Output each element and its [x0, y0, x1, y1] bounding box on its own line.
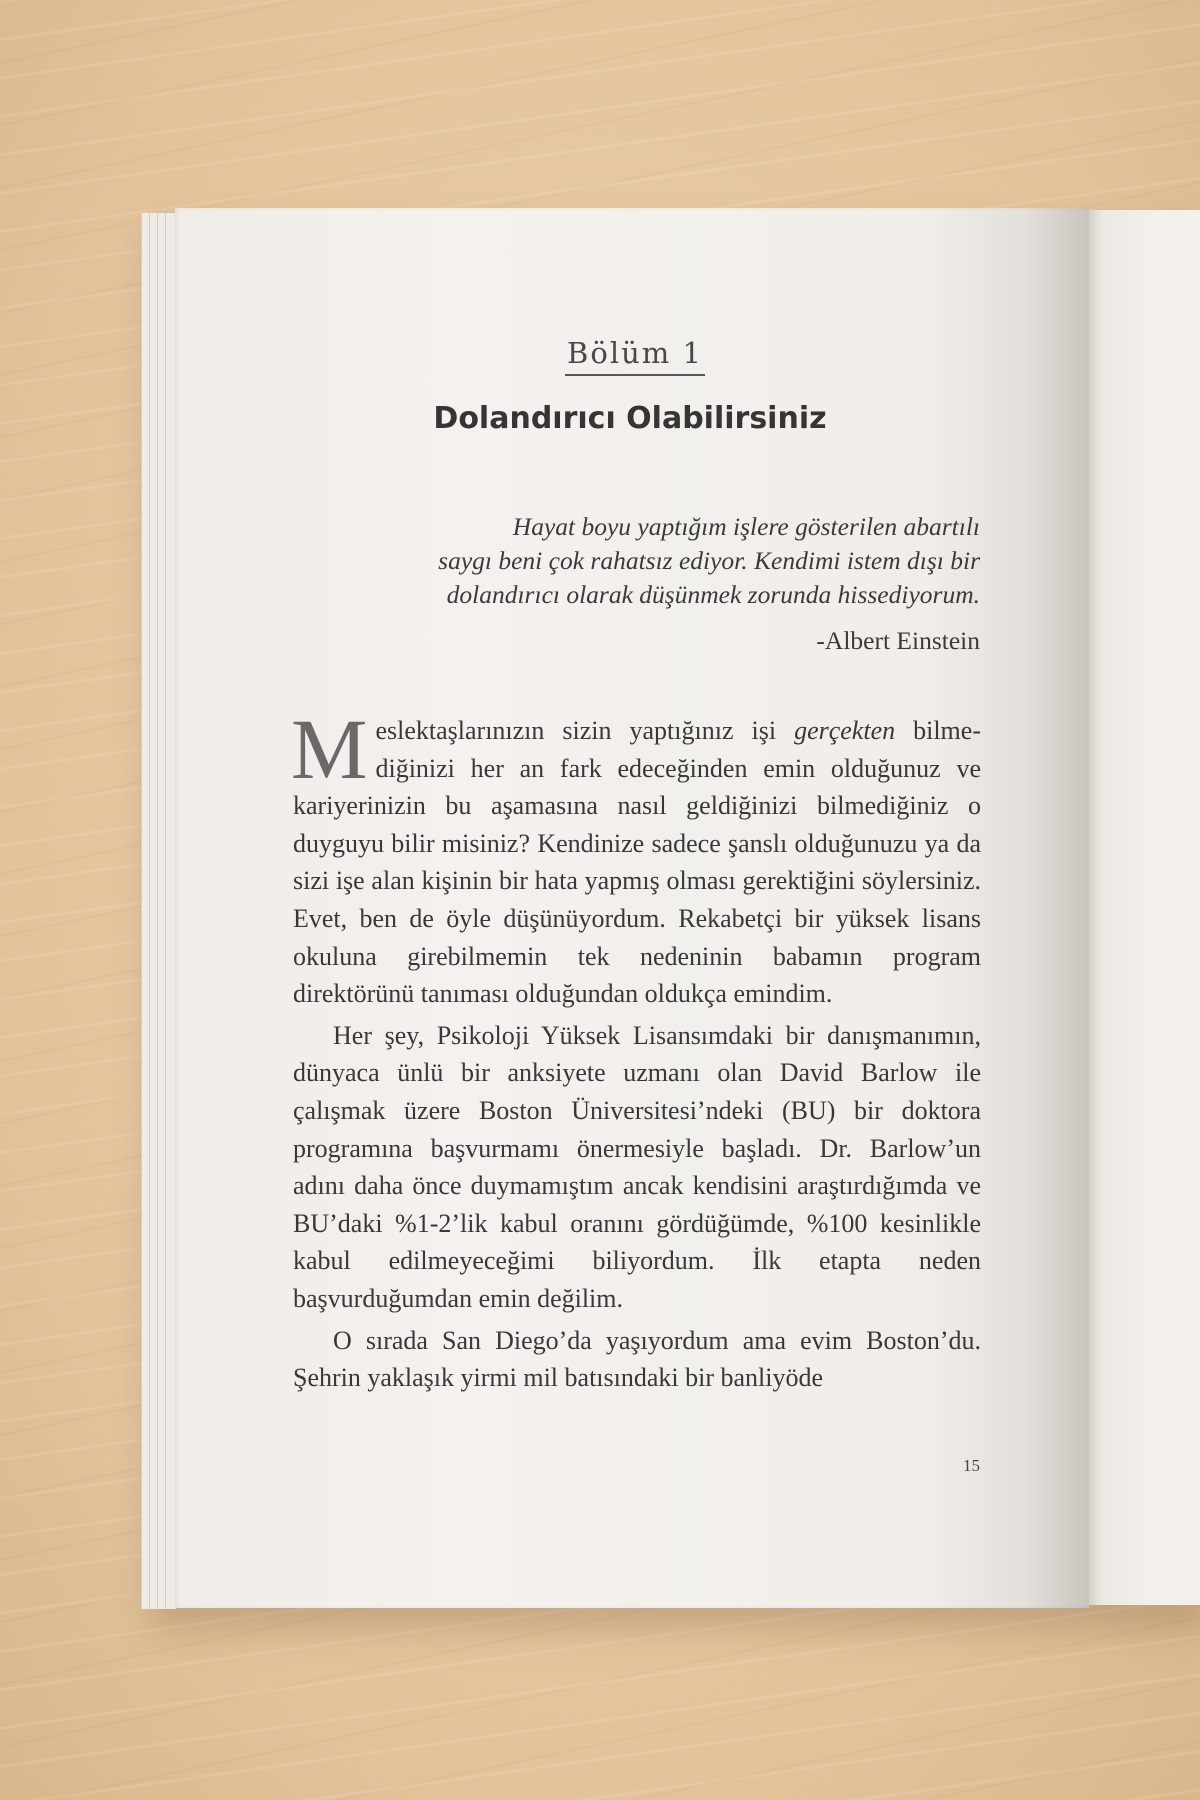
emphasis-text: gerçekten: [794, 716, 896, 745]
paragraph: [291, 701, 981, 1013]
epigraph-line: Hayat boyu yaptığım işlere gösterilen abartılı: [512, 512, 980, 541]
epigraph-author: -Albert Einstein: [816, 626, 980, 655]
drop-cap: M: [291, 701, 368, 797]
page-number: 15: [963, 1456, 980, 1475]
paragraph-text: eslektaşlarınızın sizin yaptığınız işi: [375, 716, 795, 745]
epigraph-line: saygı beni çok rahatsız ediyor. Kendimi istem dışı bir: [438, 546, 980, 575]
chapter-title: Dolandırıcı Olabilirsiniz: [433, 401, 827, 436]
epigraph: [370, 510, 980, 612]
paragraph-text: bilmediğinizi her an fark edeceğinden emin olduğunuz ve kariyerinizin bu aşamasına nasıl geldiğinizi bilmediğiniz o duyguyu bilir misiniz? Kendinize sadece şanslı olduğunuzu ya da sizi işe alan kişinin bir hata yapmış olması gerektiğini söylersiniz. Evet, ben de öyle düşünüyordum. Rekabetçi bir yüksek lisans okuluna girebilmemin tek nedeninin babamın program direktörünü tanıması olduğundan oldukça emindim.: [293, 716, 981, 1009]
body-text: [291, 701, 981, 1401]
paragraph: Her şey, Psikoloji Yüksek Lisansımdaki bir danışmanımın, dünyaca ünlü bir anksiyete uzmanı olan David Barlow ile çalışmak üzere Boston Üniversitesi’ndeki (BU) bir doktora programına başvurmamı önermesiyle başladı. Dr. Barlow’un adını daha önce duymamıştım ancak kendisini araştırdığımda ve BU’daki %1-2’lik kabul oranını gördüğümde, %100 kesinlikle kabul edilmeyeceğimi biliyordum. İlk etapta neden başvurduğumdan emin değilim.: [293, 1020, 981, 1313]
chapter-label: Bölüm 1: [565, 336, 705, 376]
right-page: [1086, 210, 1200, 1605]
epigraph-line: dolandırıcı olarak düşünmek zorunda hissediyorum.: [446, 580, 980, 609]
paragraph: O sırada San Diego’da yaşıyordum ama evim Boston’du. Şehrin yaklaşık yirmi mil batısındaki bir banliyöde: [293, 1325, 981, 1393]
